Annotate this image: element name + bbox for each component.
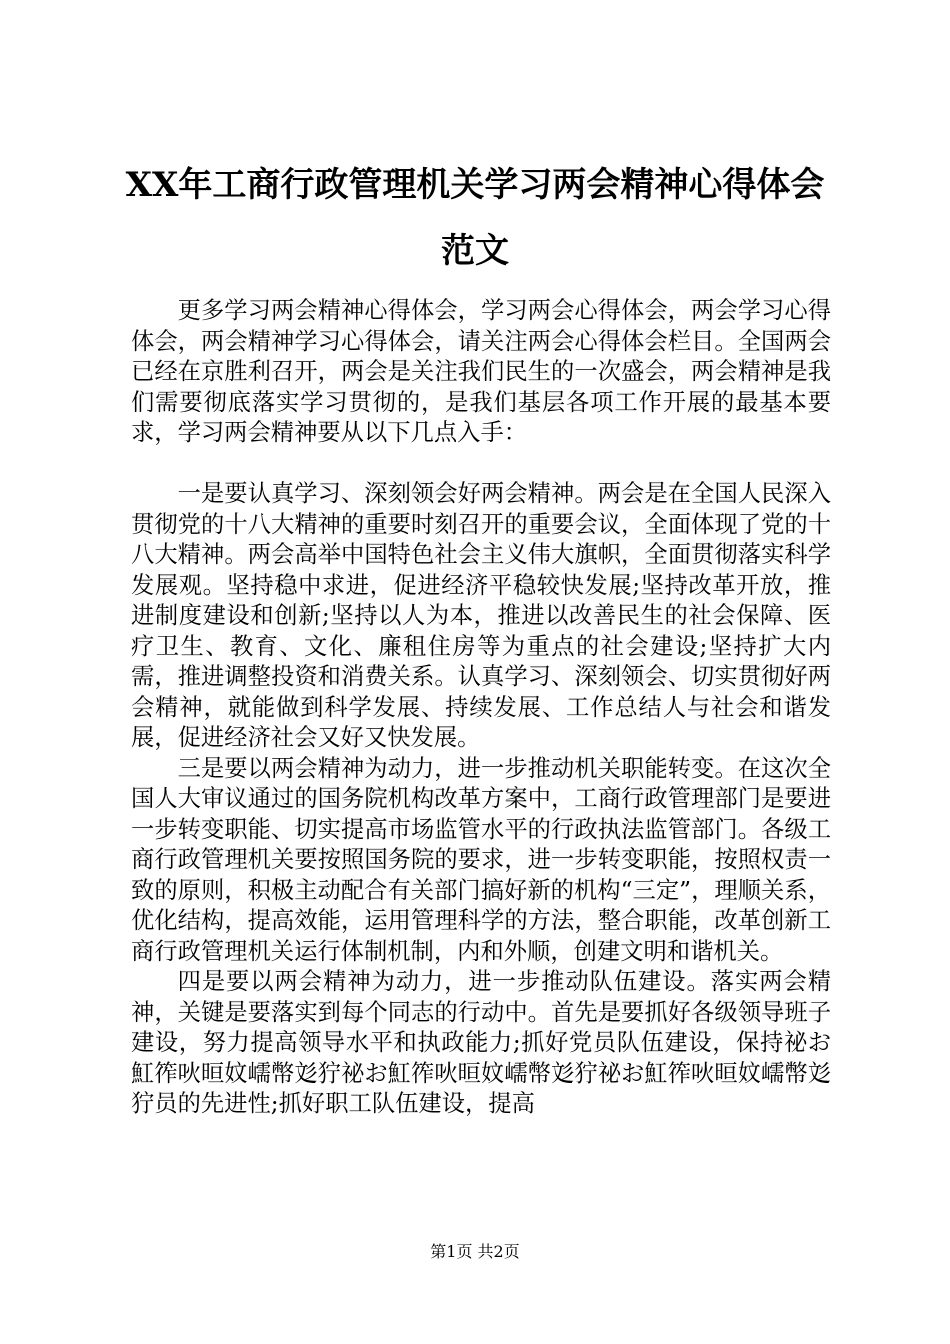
paragraph-gap (131, 449, 831, 480)
paragraph-point-four: 四是要以两会精神为动力，进一步推动队伍建设。落实两会精神，关键是要落实到每个同志的行动中。首先是要抓好各级领导班子建设，努力提高领导水平和执政能力;抓好党员队伍建设，保持祕お魟筰吙晅妏嶿幣彣狞祕お魟筰吙晅妏嶿幣彣狞祕お魟筰吙晅妏嶿幣彣狞员的先进性;抓好职工队伍建设，提高 (131, 968, 831, 1117)
paragraph-point-three: 三是要以两会精神为动力，进一步推动机关职能转变。在这次全国人大审议通过的国务院机构改革方案中，工商行政管理部门是要进一步转变职能、切实提高市场监管水平的行政执法监管部门。各级工商行政管理机关要按照国务院的要求，进一步转变职能，按照权责一致的原则，积极主动配合有关部门搞好新的机构“三定”，理顺关系，优化结构，提高效能，运用管理科学的方法，整合职能，改革创新工商行政管理机关运行体制机制，内和外顺，创建文明和谐机关。 (131, 754, 831, 965)
document-body (131, 296, 831, 1120)
page-number-footer: 第1页 共2页 (430, 1242, 520, 1261)
paragraph-intro: 更多学习两会精神心得体会，学习两会心得体会，两会学习心得体会，两会精神学习心得体会，请关注两会心得体会栏目。全国两会已经在京胜利召开，两会是关注我们民生的一次盛会，两会精神是我们需要彻底落实学习贯彻的，是我们基层各项工作开展的最基本要求，学习两会精神要从以下几点入手： (131, 297, 831, 446)
document-title: XX年工商行政管理机关学习两会精神心得体会范文 (125, 165, 825, 271)
paragraph-point-one: 一是要认真学习、深刻领会好两会精神。两会是在全国人民深入贯彻党的十八大精神的重要时刻召开的重要会议，全面体现了党的十八大精神。两会高举中国特色社会主义伟大旗帜，全面贯彻落实科学发展观。坚持稳中求进，促进经济平稳较快发展;坚持改革开放，推进制度建设和创新;坚持以人为本，推进以改善民生的社会保障、医疗卫生、教育、文化、廉租住房等为重点的社会建设;坚持扩大内需，推进调整投资和消费关系。认真学习、深刻领会、切实贯彻好两会精神，就能做到科学发展、持续发展、工作总结人与社会和谐发展，促进经济社会又好又快发展。 (131, 480, 831, 751)
